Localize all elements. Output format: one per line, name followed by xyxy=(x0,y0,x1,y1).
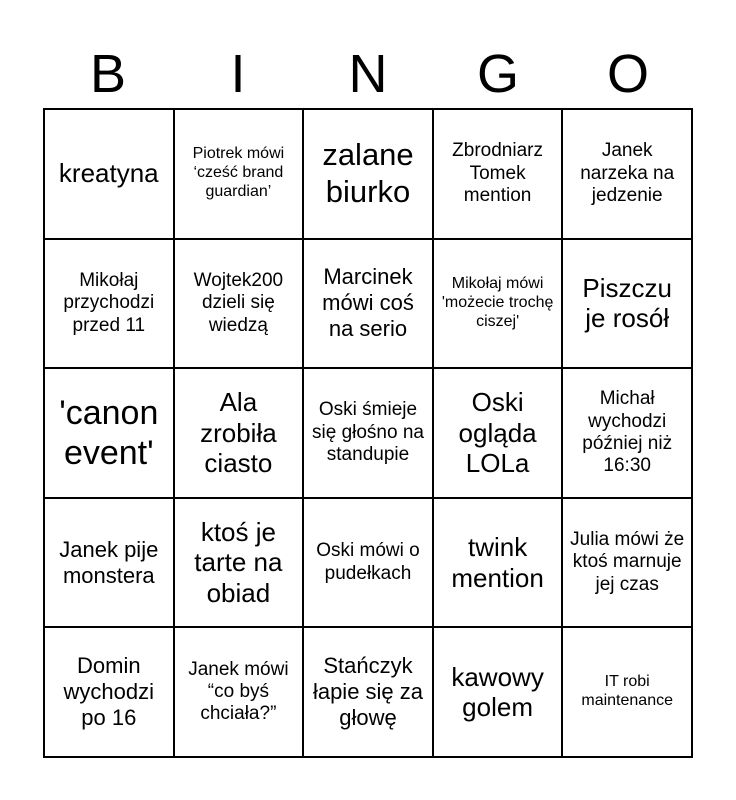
bingo-cell-r3c4[interactable]: Oski ogląda LOLa xyxy=(433,368,563,498)
bingo-cell-r5c5[interactable]: IT robi maintenance xyxy=(562,627,692,757)
bingo-header xyxy=(43,40,693,108)
bingo-cell-r2c5[interactable]: Piszczu je rosół xyxy=(562,239,692,369)
bingo-cell-r1c4[interactable]: Zbrodniarz Tomek mention xyxy=(433,109,563,239)
bingo-cell-r3c1[interactable]: 'canon event' xyxy=(44,368,174,498)
bingo-cell-r2c3[interactable]: Marcinek mówi coś na serio xyxy=(303,239,433,369)
bingo-cell-r4c3[interactable]: Oski mówi o pudełkach xyxy=(303,498,433,628)
header-letter-o: O xyxy=(606,44,649,104)
header-letter-i: I xyxy=(230,44,246,104)
bingo-cell-r5c2[interactable]: Janek mówi “co byś chciała?” xyxy=(174,627,304,757)
header-letter-b: B xyxy=(89,44,127,104)
bingo-cell-r2c2[interactable]: Wojtek200 dzieli się wiedzą xyxy=(174,239,304,369)
bingo-cell-r4c5[interactable]: Julia mówi że ktoś marnuje jej czas xyxy=(562,498,692,628)
bingo-cell-r5c3[interactable]: Stańczyk łapie się za głowę xyxy=(303,627,433,757)
bingo-cell-r2c4[interactable]: Mikołaj mówi 'możecie trochę ciszej' xyxy=(433,239,563,369)
bingo-cell-r3c5[interactable]: Michał wychodzi później niż 16:30 xyxy=(562,368,692,498)
bingo-cell-r3c2[interactable]: Ala zrobiła ciasto xyxy=(174,368,304,498)
bingo-grid xyxy=(43,108,693,758)
header-letter-n: N xyxy=(348,44,388,104)
bingo-cell-r1c5[interactable]: Janek narzeka na jedzenie xyxy=(562,109,692,239)
bingo-cell-r2c1[interactable]: Mikołaj przychodzi przed 11 xyxy=(44,239,174,369)
bingo-cell-r5c1[interactable]: Domin wychodzi po 16 xyxy=(44,627,174,757)
bingo-cell-r1c1[interactable]: kreatyna xyxy=(44,109,174,239)
bingo-cell-r4c4[interactable]: twink mention xyxy=(433,498,563,628)
bingo-cell-r3c3[interactable]: Oski śmieje się głośno na standupie xyxy=(303,368,433,498)
header-letter-g: G xyxy=(476,44,519,104)
bingo-cell-r4c1[interactable]: Janek pije monstera xyxy=(44,498,174,628)
bingo-cell-r4c2[interactable]: ktoś je tarte na obiad xyxy=(174,498,304,628)
bingo-cell-r1c2[interactable]: Piotrek mówi ‘cześć brand guardian’ xyxy=(174,109,304,239)
bingo-cell-r5c4[interactable]: kawowy golem xyxy=(433,627,563,757)
bingo-cell-r1c3[interactable]: zalane biurko xyxy=(303,109,433,239)
